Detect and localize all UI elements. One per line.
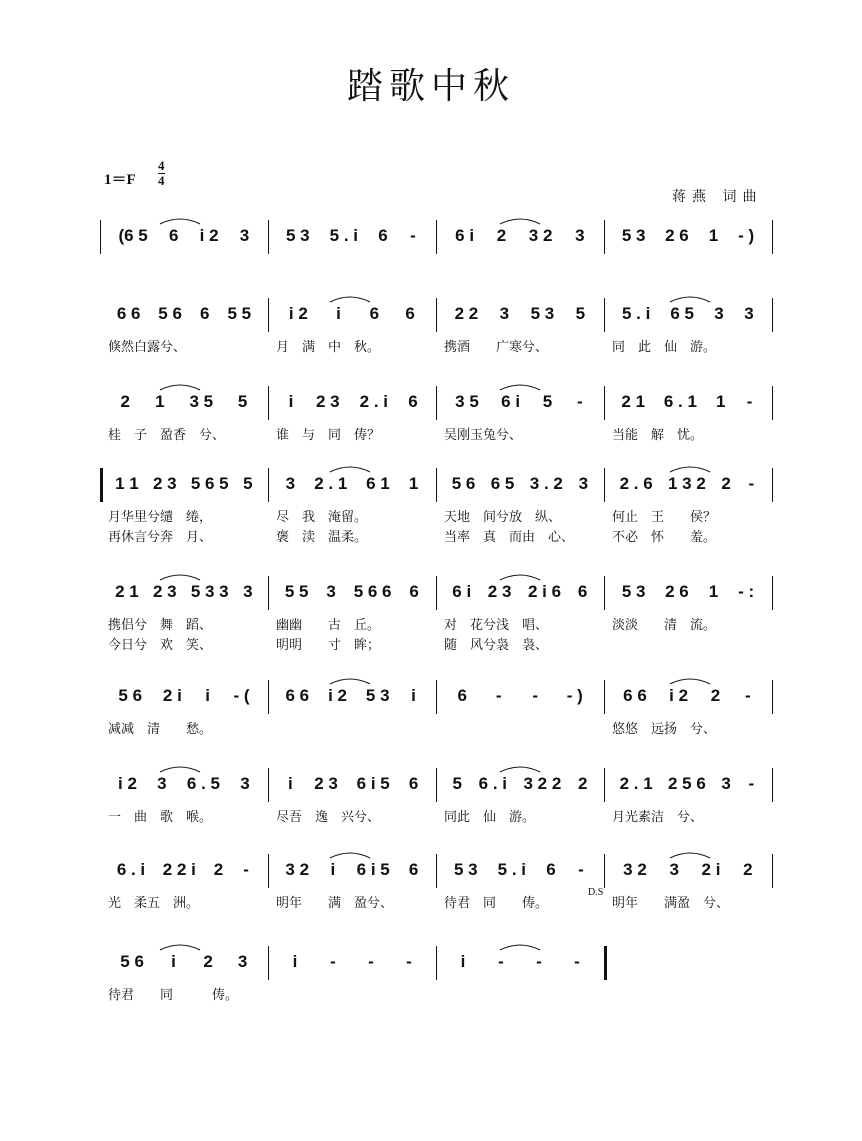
measure <box>268 578 436 606</box>
lyric-segment: 当能 解 忧。 <box>612 427 704 443</box>
note-group: i <box>460 952 466 971</box>
barline <box>604 854 605 888</box>
note-group: i 2 <box>288 304 308 323</box>
note-group: - <box>410 226 416 245</box>
note-group: 2 <box>120 392 131 411</box>
note-group: - ( <box>233 686 250 705</box>
note-group: 6 <box>168 226 179 245</box>
note-group: 6 6 <box>116 304 141 323</box>
note-group: 6 <box>408 860 419 879</box>
measure <box>100 222 268 250</box>
barline <box>436 768 437 802</box>
measure <box>436 470 604 498</box>
note-group: 2 . i <box>359 392 388 411</box>
note-group: 3 <box>237 952 248 971</box>
note-group: - <box>578 860 584 879</box>
note-group: 2 . 6 <box>619 474 653 493</box>
barline <box>268 386 269 420</box>
measure <box>100 300 268 328</box>
note-group: 6 <box>378 226 388 245</box>
note-group: 3 <box>721 774 731 793</box>
measure <box>436 300 604 328</box>
note-group: 3 . 2 <box>529 474 563 493</box>
barline <box>268 680 269 714</box>
note-group: 2 i 6 <box>527 582 562 601</box>
lyrics-row <box>100 634 772 652</box>
note-group: i 2 <box>118 774 137 793</box>
note-group: 3 <box>239 226 250 245</box>
measure <box>268 222 436 250</box>
note-group: - <box>498 952 504 971</box>
note-group: 2 3 <box>152 474 177 493</box>
note-group: 2 <box>710 686 721 705</box>
note-group: 3 <box>499 304 510 323</box>
note-group: 5 6 5 <box>190 474 229 493</box>
note-group: - ) <box>738 226 755 245</box>
time-signature-top: 4 <box>158 158 165 173</box>
barline <box>268 468 269 502</box>
lyric-segment: 携酒 广寒兮、 <box>444 339 549 355</box>
lyric-segment: 褒 渎 温柔。 <box>276 529 368 545</box>
measure <box>268 388 436 416</box>
note-group: - : <box>738 582 755 601</box>
note-group: 3 2 2 <box>523 774 562 793</box>
lyric-segment: 待君 同 俦。 <box>108 987 239 1003</box>
note-group: 5 <box>452 774 462 793</box>
note-group: 6 <box>409 582 419 601</box>
measure <box>100 682 268 710</box>
lyric-segment: 今日兮 欢 笑、 <box>108 637 213 653</box>
note-group: 2 3 <box>316 392 340 411</box>
lyric-segment: 当率 真 而由 心、 <box>444 529 575 545</box>
note-group: 5 3 <box>530 304 555 323</box>
note-group: 5 <box>542 392 553 411</box>
note-group: 5 <box>575 304 586 323</box>
note-group: i <box>288 392 294 411</box>
barline <box>772 768 773 802</box>
note-group: 6 <box>199 304 210 323</box>
lyric-segment: 再休言兮奔 月、 <box>108 529 213 545</box>
note-group: 5 . i <box>622 304 651 323</box>
note-group: 5 6 6 <box>353 582 392 601</box>
barline <box>436 468 437 502</box>
note-group: i <box>171 952 176 971</box>
barline <box>604 680 605 714</box>
barline <box>604 576 605 610</box>
note-group: 6 5 <box>670 304 694 323</box>
measure <box>604 856 772 884</box>
note-group: 2 5 6 <box>667 774 706 793</box>
note-group: 2 2 <box>454 304 479 323</box>
note-group: - <box>532 686 539 705</box>
note-group: 6 1 <box>366 474 390 493</box>
measure <box>604 222 772 250</box>
measure <box>436 770 604 798</box>
note-group: i 2 <box>199 226 219 245</box>
lyric-segment <box>268 984 436 1002</box>
note-group: 5 6 <box>118 686 143 705</box>
note-group: 2 6 <box>665 226 689 245</box>
note-group: 6 i <box>452 582 472 601</box>
note-group: - <box>748 474 755 493</box>
lyric-segment: 光 柔五 洲。 <box>108 895 200 911</box>
note-group: 3 <box>157 774 167 793</box>
lyrics-row <box>100 526 772 544</box>
lyrics-row <box>100 984 772 1002</box>
note-group: i <box>288 774 293 793</box>
note-group: 6 6 <box>623 686 647 705</box>
lyrics-row <box>100 506 772 524</box>
note-group: 5 <box>243 474 253 493</box>
lyric-segment: 吴刚玉兔兮、 <box>444 427 523 443</box>
note-group: i <box>205 686 211 705</box>
time-signature-bottom: 4 <box>158 173 165 188</box>
note-group: 1 3 2 <box>667 474 706 493</box>
note-group: 6 i <box>455 226 475 245</box>
lyric-segment <box>436 718 604 736</box>
measure <box>436 222 604 250</box>
note-group: 1 1 <box>115 474 139 493</box>
barline <box>604 298 605 332</box>
barline <box>436 680 437 714</box>
note-group: - <box>368 952 374 971</box>
lyrics-row <box>100 614 772 632</box>
measure <box>268 770 436 798</box>
measure <box>436 682 604 710</box>
note-group: 3 <box>575 226 585 245</box>
lyric-segment: 同此 仙 游。 <box>444 809 536 825</box>
note-group: 5 5 <box>227 304 252 323</box>
note-group: 1 <box>408 474 419 493</box>
measure <box>100 388 268 416</box>
note-group: - <box>746 392 753 411</box>
note-group: 5 3 <box>286 226 310 245</box>
note-group: 6 <box>408 774 419 793</box>
lyric-segment: 何止 王 侯？ <box>612 509 717 525</box>
note-group: 3 <box>578 474 589 493</box>
lyric-segment: 悠悠 远扬 兮、 <box>612 721 717 737</box>
note-group: 3 <box>669 860 679 879</box>
note-group: 3 2 <box>285 860 310 879</box>
measure <box>268 948 436 976</box>
note-group: 6 <box>457 686 467 705</box>
note-group: - <box>576 392 583 411</box>
barline <box>772 576 773 610</box>
note-group: 3 5 <box>455 392 479 411</box>
lyric-segment: 待君 同 俦。 <box>444 895 549 911</box>
note-group: - <box>748 774 755 793</box>
note-group: 2 <box>213 860 224 879</box>
note-group: 3 <box>243 582 253 601</box>
measure <box>268 470 436 498</box>
lyric-segment: 尽 我 淹留。 <box>276 509 368 525</box>
measure <box>100 770 268 798</box>
barline <box>772 386 773 420</box>
note-group: 2 <box>578 774 588 793</box>
barline <box>436 946 437 980</box>
note-group: 5 5 <box>284 582 309 601</box>
lyric-segment: 天地 间兮放 纵、 <box>444 509 562 525</box>
note-group: - <box>330 952 336 971</box>
note-group: 5 <box>237 392 248 411</box>
note-group: 3 2 <box>623 860 647 879</box>
lyric-segment: 对 花兮浅 唱、 <box>444 617 549 633</box>
note-group: 6 <box>577 582 588 601</box>
lyric-segment: 月 满 中 秋。 <box>276 339 381 355</box>
note-group: 5 . i <box>497 860 526 879</box>
note-group: 6 . i <box>478 774 508 793</box>
note-group: 2 <box>203 952 213 971</box>
note-group: 3 2 <box>528 226 553 245</box>
note-group: 6 . 5 <box>186 774 220 793</box>
measure <box>268 682 436 710</box>
ds-mark: D.S <box>588 887 604 898</box>
measure <box>100 856 268 884</box>
note-group: 6 i 5 <box>356 860 390 879</box>
barline <box>772 468 773 502</box>
measure <box>604 682 772 710</box>
note-group: 5 . i <box>329 226 358 245</box>
measure <box>100 578 268 606</box>
measure <box>100 948 268 976</box>
lyric-segment: 一 曲 歌 喉。 <box>108 809 213 825</box>
lyric-segment: 减减 清 愁。 <box>108 721 213 737</box>
note-group: 3 <box>744 304 754 323</box>
barline <box>268 220 269 254</box>
lyric-segment: 幽幽 古 丘。 <box>276 617 381 633</box>
lyric-segment: 明明 寸 眸； <box>276 637 381 653</box>
note-group: 3 5 <box>189 392 214 411</box>
lyrics-row <box>100 424 772 442</box>
note-group: - <box>574 952 580 971</box>
measure <box>604 578 772 606</box>
barline <box>604 768 605 802</box>
lyric-segment: 随 风兮袅 袅、 <box>444 637 549 653</box>
lyrics-row <box>100 336 772 354</box>
measure <box>436 948 604 976</box>
barline <box>436 220 437 254</box>
barline <box>604 220 605 254</box>
barline <box>772 298 773 332</box>
barline <box>100 468 103 502</box>
note-group: 2 i <box>701 860 721 879</box>
lyric-segment: 谁 与 同 俦？ <box>276 427 381 443</box>
note-group: 5 3 <box>365 686 390 705</box>
time-signature <box>158 159 165 188</box>
note-group: - ) <box>566 686 583 705</box>
measure <box>436 388 604 416</box>
lyric-segment <box>604 634 772 652</box>
note-group: i <box>292 952 298 971</box>
note-group: i 2 <box>328 686 347 705</box>
note-group: 2 1 <box>621 392 646 411</box>
note-group: 6 . i <box>116 860 146 879</box>
lyrics-row <box>100 892 772 910</box>
lyric-segment: 明年 满 盈兮、 <box>276 895 394 911</box>
lyric-segment: 月光素洁 兮、 <box>612 809 704 825</box>
note-group: - <box>243 860 249 879</box>
lyric-segment: 月华里兮缱 绻， <box>108 509 213 525</box>
note-group: 2 <box>743 860 753 879</box>
note-group: 6 . 1 <box>663 392 697 411</box>
barline <box>436 386 437 420</box>
note-group: 6 i 5 <box>356 774 390 793</box>
note-group: 5 3 3 <box>190 582 229 601</box>
barline <box>268 854 269 888</box>
measure <box>604 770 772 798</box>
note-group: 3 <box>326 582 336 601</box>
measure <box>436 578 604 606</box>
note-group: (6 5 <box>118 226 148 245</box>
note-group: 2 3 <box>152 582 177 601</box>
barline <box>772 854 773 888</box>
lyrics-row <box>100 718 772 736</box>
note-group: 2 2 i <box>162 860 196 879</box>
note-group: 5 6 <box>120 952 144 971</box>
barline <box>268 298 269 332</box>
barline <box>436 298 437 332</box>
barline <box>604 386 605 420</box>
page-title: 踏歌中秋 <box>346 66 515 107</box>
note-group: 2 3 <box>314 774 338 793</box>
key-signature: 1＝F <box>104 172 136 188</box>
barline <box>100 220 101 254</box>
note-group: 5 6 <box>451 474 476 493</box>
barline <box>772 220 773 254</box>
note-group: 1 <box>155 392 165 411</box>
lyric-segment: 倏然白露兮、 <box>108 339 187 355</box>
barline <box>268 768 269 802</box>
note-group: 6 6 <box>285 686 310 705</box>
note-group: 3 <box>714 304 724 323</box>
barline <box>436 576 437 610</box>
note-group: 2 . 1 <box>314 474 348 493</box>
lyrics-row <box>100 806 772 824</box>
note-group: i <box>330 860 336 879</box>
note-group: 1 <box>708 582 719 601</box>
note-group: i <box>411 686 416 705</box>
lyric-segment: 不必 怀 羞。 <box>612 529 717 545</box>
measure <box>100 470 268 498</box>
note-group: 6 5 <box>490 474 515 493</box>
lyric-segment: 桂 子 盈香 兮、 <box>108 427 226 443</box>
note-group: - <box>495 686 502 705</box>
lyric-segment: 尽吾 逸 兴兮、 <box>276 809 381 825</box>
note-group: 2 6 <box>665 582 689 601</box>
note-group: - <box>536 952 542 971</box>
lyric-segment <box>268 718 436 736</box>
note-group: 6 <box>405 304 415 323</box>
note-group: i <box>336 304 341 323</box>
note-group: 3 <box>285 474 296 493</box>
note-group: 2 i <box>162 686 182 705</box>
barline <box>436 854 437 888</box>
note-group: 6 <box>408 392 418 411</box>
note-group: 5 3 <box>454 860 478 879</box>
note-group: 1 <box>716 392 726 411</box>
note-group: 2 1 <box>115 582 139 601</box>
barline <box>268 946 269 980</box>
note-group: 1 <box>708 226 719 245</box>
measure <box>604 470 772 498</box>
lyric-segment: 淡淡 清 流。 <box>612 617 717 633</box>
lyric-segment <box>436 984 604 1002</box>
lyric-segment: 同 此 仙 游。 <box>612 339 717 355</box>
measure <box>268 856 436 884</box>
note-group: 2 . 1 <box>619 774 653 793</box>
author-credit: 蒋燕 词曲 <box>672 189 763 205</box>
barline <box>772 680 773 714</box>
lyric-segment: 携侣兮 舞 蹈、 <box>108 617 213 633</box>
note-group: 6 <box>546 860 556 879</box>
measure <box>268 300 436 328</box>
note-group: 3 <box>240 774 250 793</box>
note-group: - <box>406 952 412 971</box>
note-group: 2 3 <box>487 582 512 601</box>
note-group: - <box>744 686 751 705</box>
note-group: 2 <box>496 226 507 245</box>
note-group: 5 3 <box>621 582 646 601</box>
measure <box>604 388 772 416</box>
measure <box>436 856 604 884</box>
lyric-segment: 明年 满盈 兮、 <box>612 895 730 911</box>
note-group: 5 6 <box>158 304 182 323</box>
barline <box>604 946 607 980</box>
barline <box>604 468 605 502</box>
note-group: 6 i <box>501 392 521 411</box>
measure <box>604 300 772 328</box>
note-group: 5 3 <box>621 226 646 245</box>
note-group: 6 <box>369 304 380 323</box>
barline <box>268 576 269 610</box>
note-group: 2 <box>721 474 731 493</box>
note-group: i 2 <box>669 686 689 705</box>
